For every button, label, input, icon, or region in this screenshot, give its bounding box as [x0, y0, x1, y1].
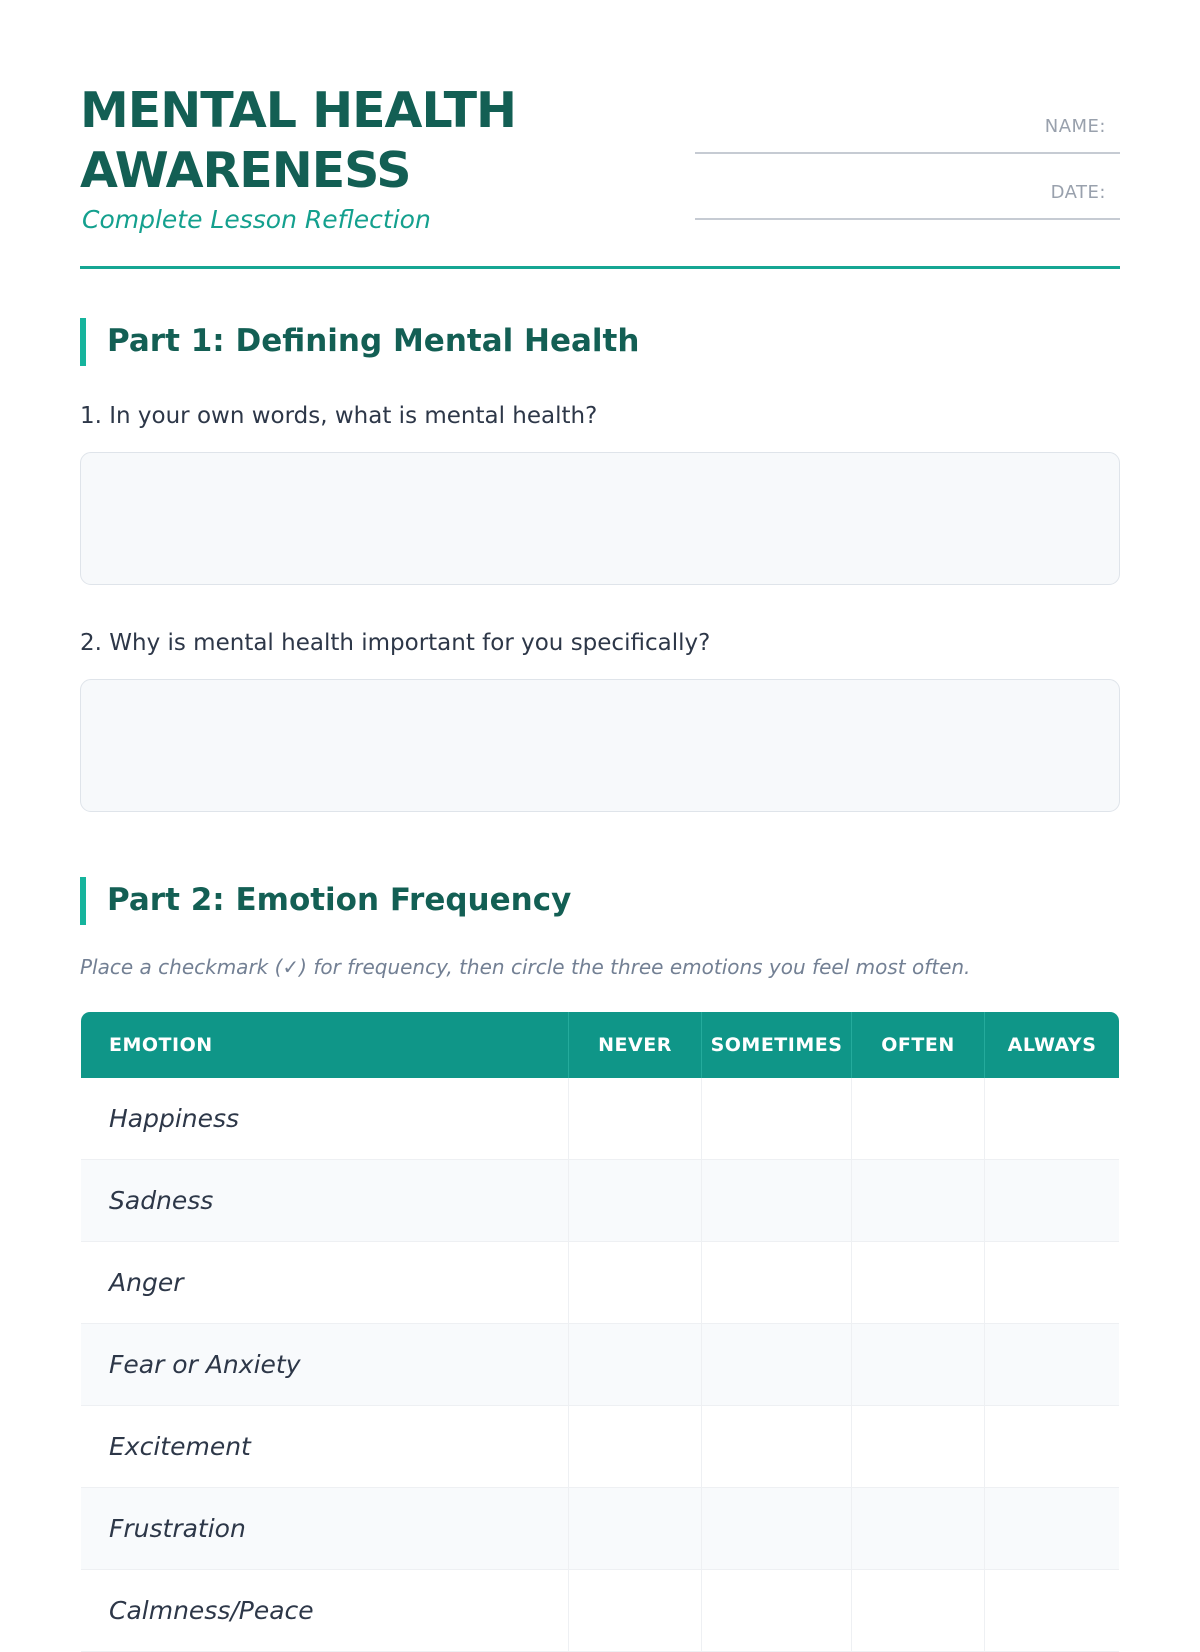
title-line-1: MENTAL HEALTH — [80, 82, 517, 139]
part2-instructions: Place a checkmark (✓) for frequency, then circle the three emotions you feel most often. — [80, 955, 971, 979]
check-cell-often[interactable] — [852, 1406, 985, 1488]
check-cell-sometimes[interactable] — [702, 1488, 852, 1570]
emotion-label: Fear or Anxiety — [81, 1324, 569, 1406]
answer-box-1[interactable] — [80, 452, 1120, 585]
column-header-emotion: EMOTION — [81, 1012, 569, 1078]
part2-heading — [80, 877, 1120, 925]
date-field[interactable] — [695, 182, 1120, 220]
part2-accent-bar — [80, 877, 86, 925]
check-cell-sometimes[interactable] — [702, 1570, 852, 1652]
check-cell-often[interactable] — [852, 1324, 985, 1406]
table-row — [81, 1160, 1119, 1242]
check-cell-sometimes[interactable] — [702, 1242, 852, 1324]
emotion-label: Anger — [81, 1242, 569, 1324]
part2-title: Part 2: Emotion Frequency — [107, 882, 572, 918]
check-cell-never[interactable] — [569, 1078, 702, 1160]
check-cell-often[interactable] — [852, 1570, 985, 1652]
check-cell-often[interactable] — [852, 1160, 985, 1242]
check-cell-always[interactable] — [985, 1324, 1119, 1406]
check-cell-often[interactable] — [852, 1242, 985, 1324]
check-cell-always[interactable] — [985, 1078, 1119, 1160]
check-cell-sometimes[interactable] — [702, 1406, 852, 1488]
table-row — [81, 1324, 1119, 1406]
emotion-label: Frustration — [81, 1488, 569, 1570]
column-header-often: OFTEN — [852, 1012, 985, 1078]
check-cell-never[interactable] — [569, 1406, 702, 1488]
table-row — [81, 1406, 1119, 1488]
table-row — [81, 1078, 1119, 1160]
part1-title: Part 1: Defining Mental Health — [107, 323, 640, 359]
table-row — [81, 1242, 1119, 1324]
emotion-label: Happiness — [81, 1078, 569, 1160]
check-cell-sometimes[interactable] — [702, 1324, 852, 1406]
title-line-2: AWARENESS — [80, 142, 411, 199]
emotion-label: Calmness/Peace — [81, 1570, 569, 1652]
column-header-sometimes: SOMETIMES — [702, 1012, 852, 1078]
question-1: 1. In your own words, what is mental health? — [80, 403, 598, 429]
part1-heading — [80, 318, 1120, 366]
column-header-never: NEVER — [569, 1012, 702, 1078]
name-field[interactable] — [695, 116, 1120, 154]
emotion-label: Excitement — [81, 1406, 569, 1488]
answer-box-2[interactable] — [80, 679, 1120, 812]
check-cell-never[interactable] — [569, 1242, 702, 1324]
check-cell-often[interactable] — [852, 1488, 985, 1570]
check-cell-always[interactable] — [985, 1488, 1119, 1570]
header-divider — [80, 266, 1120, 269]
check-cell-never[interactable] — [569, 1160, 702, 1242]
worksheet-header — [80, 0, 1120, 272]
check-cell-always[interactable] — [985, 1570, 1119, 1652]
emotion-label: Sadness — [81, 1160, 569, 1242]
subtitle: Complete Lesson Reflection — [82, 205, 431, 234]
check-cell-sometimes[interactable] — [702, 1078, 852, 1160]
part1-accent-bar — [80, 318, 86, 366]
check-cell-sometimes[interactable] — [702, 1160, 852, 1242]
table-header-row — [81, 1012, 1119, 1078]
name-label: NAME: — [1044, 116, 1106, 137]
date-label: DATE: — [1050, 182, 1106, 203]
check-cell-never[interactable] — [569, 1570, 702, 1652]
check-cell-always[interactable] — [985, 1406, 1119, 1488]
check-cell-never[interactable] — [569, 1324, 702, 1406]
check-cell-never[interactable] — [569, 1488, 702, 1570]
table-row — [81, 1488, 1119, 1570]
check-cell-often[interactable] — [852, 1078, 985, 1160]
check-cell-always[interactable] — [985, 1242, 1119, 1324]
emotion-frequency-table — [81, 1012, 1119, 1652]
check-cell-always[interactable] — [985, 1160, 1119, 1242]
question-2: 2. Why is mental health important for you specifically? — [80, 630, 711, 656]
column-header-always: ALWAYS — [985, 1012, 1119, 1078]
table-row — [81, 1570, 1119, 1652]
